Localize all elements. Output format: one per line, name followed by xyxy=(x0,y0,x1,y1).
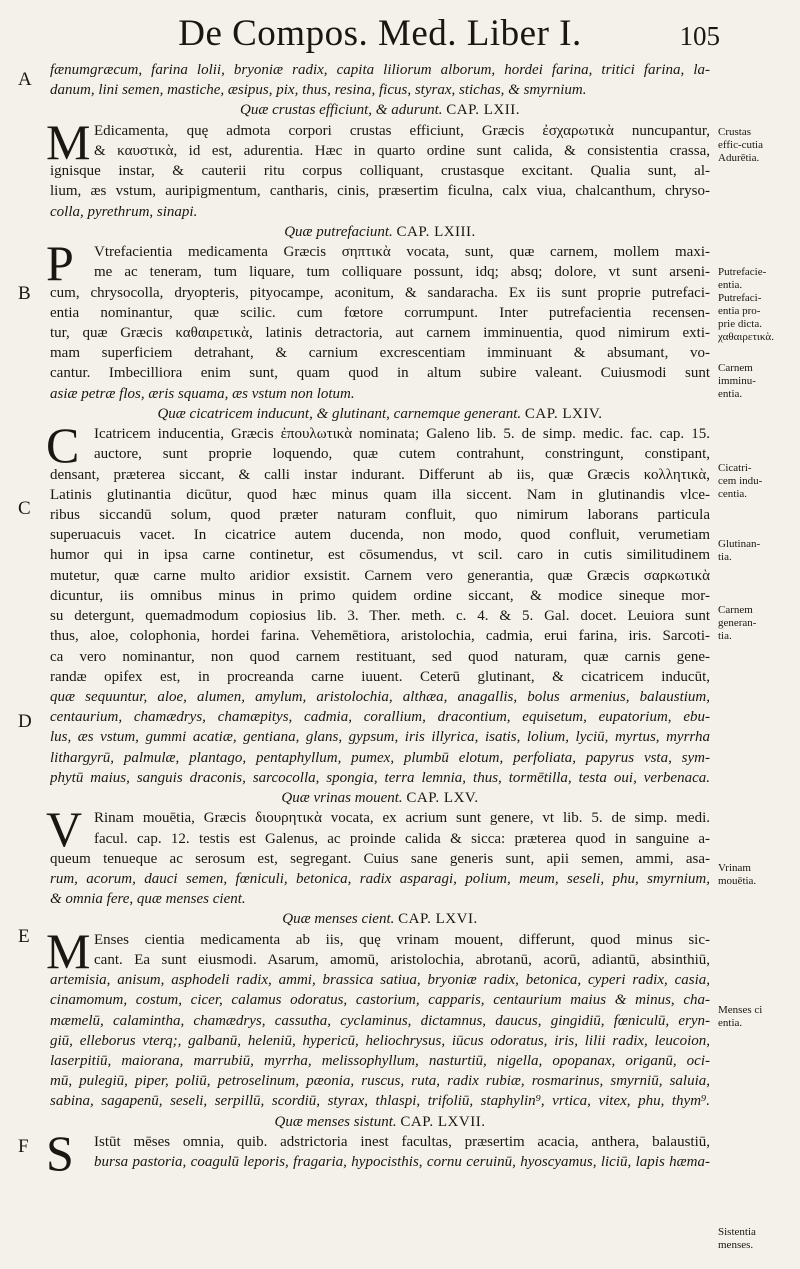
text-line: mū, pulegiū, piper, poliū, petroselinum, pæonia, ruscus, ruta, radix rubiæ, rosmarinus, smyrniū, saluia, xyxy=(50,1073,710,1090)
chapter-paragraph xyxy=(46,801,710,909)
text-line: Istūt mēses omnia, quib. adstrictoria inest facultas, præsertim acacia, anthera, balaustiū, xyxy=(94,1133,710,1150)
side-note-imminuentia: Carnem imminu- entia. xyxy=(718,362,756,400)
text-line: entia nominantur, quæ scilic. cum fœtore corrumpunt. Inter putrefacientia recensen- xyxy=(50,304,710,321)
text-line: lium, æs vstum, auripigmentum, cantharis, cinis, præsertim ficulna, calx viua, chalcanthum, chryso- xyxy=(50,183,710,200)
text-line: asiæ petræ flos, æris squama, æs vstum non lotum. xyxy=(50,385,355,402)
side-note-putrefacientia: Putrefacie- entia. Putrefaci- entia pro- prie dicta. χαθαιρετικὰ. xyxy=(718,266,774,343)
chapter-title: Quæ vrinas mouent. xyxy=(281,789,403,806)
margin-letter-b: B xyxy=(18,283,31,304)
chapter-number: CAP. LXVII. xyxy=(400,1113,486,1130)
chapter-number: CAP. LXV. xyxy=(406,789,479,806)
chapter-title: Quæ menses cient. xyxy=(282,911,395,928)
text-line: phytū maius, sanguis draconis, sarcocolla, spongia, terra lemnia, thus, tormētilla, testa oui, verbenaca. xyxy=(50,769,710,786)
chapter-heading xyxy=(50,1112,710,1132)
text-line: queum tenueque ac serosum est, segregant. Cuius sane generis sunt, apii semen, ammi, asa- xyxy=(50,850,710,867)
text-line: ca vero nominantur, non quod carnem restituant, sed quod naturam, quæ carnis gene- xyxy=(50,648,710,665)
running-title: De Compos. Med. Liber I. xyxy=(178,13,582,54)
chapter-heading xyxy=(50,222,710,242)
text-line: ignisque instar, & cauterii ritu corpus colliquant, crustasque excitant. Qualia sunt, al- xyxy=(50,163,710,180)
margin-letter-e: E xyxy=(18,926,30,947)
text-line: Edicamenta, quę admota corpori crustas efficiunt, Græcis ἐσχαρωτικὰ nuncupantur, xyxy=(94,122,710,139)
page-header xyxy=(0,8,800,56)
text-line: tur, quæ Græcis καθαιρετικὰ, latinis detractoria, aut carnem imminuentia, quod nimirum exti- xyxy=(50,325,710,342)
side-note-glutinantia: Glutinan- tia. xyxy=(718,538,761,563)
text-line: lus, æs vstum, gummi acatiæ, gentiana, glans, gypsum, iris illyrica, isatis, lolium, lyciū, myrtus, myrrha xyxy=(50,729,710,746)
chapter-number: CAP. LXII. xyxy=(446,102,520,119)
drop-cap: S xyxy=(46,1124,74,1181)
continuation-paragraph xyxy=(50,60,710,100)
text-line: densant, præterea siccant, & calli instar indurant. Differunt ab iis, quæ Græcis κολλητικὰ, xyxy=(50,466,710,483)
text-line: cinamomum, costum, cicer, calamus odoratus, castorium, capparis, centaurium maius & minus, cha- xyxy=(50,992,710,1009)
side-note-cicatricem: Cicatri- cem indu- centia. xyxy=(718,462,763,500)
chapter-paragraph xyxy=(46,922,710,1112)
page-number: 105 xyxy=(679,21,720,51)
chapter-title: Quæ putrefaciunt. xyxy=(284,223,393,240)
text-line: danum, lini semen, mastiche, æsipus, pix, thus, resina, ficus, styrax, stichas, & smyrnium. xyxy=(50,82,587,99)
chapter-title: Quæ menses sistunt. xyxy=(274,1113,397,1130)
chapter-title: Quæ crustas efficiunt, & adurunt. xyxy=(239,102,443,119)
drop-cap: P xyxy=(46,235,74,292)
text-line: Latinis glutinantia dicūtur, quod hæc minus quam illa siccent. Nam in glutinandis vlce- xyxy=(50,486,710,503)
text-line: & omnia fere, quæ menses cient. xyxy=(50,891,246,908)
chapter-number: CAP. LXIII. xyxy=(396,223,476,240)
text-line: laserpitiū, maiorana, marrubiū, myrrha, melissophyllum, nasturtiū, nigella, opopanax, origanū, oci- xyxy=(50,1052,710,1069)
text-line: quæ sequuntur, aloe, alumen, amylum, aristolochia, althæa, anagallis, bolus armenius, balaustium, xyxy=(50,688,710,705)
chapter-paragraph xyxy=(46,113,710,222)
side-note-carnem-generantia: Carnem generan- tia. xyxy=(718,604,757,642)
margin-letter-c: C xyxy=(18,498,31,519)
text-line: thus, aloe, colophonia, hordei farina. Vehemētiora, aristolochia, cadmia, erui farina, iris. Sarcoti- xyxy=(50,628,710,645)
margin-letter-f: F xyxy=(18,1136,29,1157)
text-line: dicuntur, iis omnibus minus in primo quidem ordine siccant, & modice sineque mor- xyxy=(50,587,710,604)
text-line: & καυστικὰ, id est, adurentia. Hæc in quarto ordine sunt calida, & consistentia crassa, xyxy=(94,143,710,160)
drop-cap: C xyxy=(46,417,80,474)
drop-cap: V xyxy=(46,801,83,858)
text-line: bursa pastoria, coagulū leporis, fragaria, hypocisthis, cornu ceruinū, hyoscyamus, liciū, lapis hæma- xyxy=(94,1154,710,1171)
text-line: su detergunt, quemadmodum copiosius lib. 3. Ther. meth. c. 4. & 5. Gal. docet. Leuiora sunt xyxy=(50,608,710,625)
chapter-heading xyxy=(50,788,710,808)
chapter-paragraph xyxy=(46,417,710,788)
chapter-title: Quæ cicatricem inducunt, & glutinant, carnemque generant. xyxy=(157,405,522,422)
text-line: Enses cientia medicamenta ab iis, quę vrinam mouent, differunt, quod minus sic- xyxy=(94,931,710,948)
chapter-heading xyxy=(50,404,710,424)
text-line: artemisia, anisum, asphodeli radix, ammi, brassica satiua, bryoniæ radix, betonica, cyperi radix, casia, xyxy=(50,972,710,989)
text-line: fænumgræcum, farina lolii, bryoniæ radix, capita liliorum alborum, hordei farina, tritici farina, la- xyxy=(50,62,710,78)
drop-cap: M xyxy=(46,922,91,979)
main-text xyxy=(46,60,710,1181)
margin-letter-a: A xyxy=(18,69,32,90)
chapter-heading xyxy=(50,100,710,120)
text-line: ribus siccandū solum, quod præter naturam confluit, quo nimirum laborans particula xyxy=(50,507,710,524)
text-line: auctore, sunt proprie loquendo, quæ cutem contrahunt, constringunt, constipant, xyxy=(94,446,710,463)
side-note-crustas: Crustas effic-cutia Adurētia. xyxy=(718,126,763,164)
chapter-paragraph xyxy=(46,235,710,404)
text-line: Vtrefacientia medicamenta Græcis σηπτικὰ vocata, sunt, quæ carnem, mollem maxi- xyxy=(94,244,710,261)
text-line: mutetur, quæ carne multo aridior exsistit. Carnem vero generantia, quæ Græcis σαρκωτικὰ xyxy=(50,567,710,584)
side-note-menses-cientia: Menses ci entia. xyxy=(718,1004,763,1029)
drop-cap: M xyxy=(46,113,91,170)
text-line: me ac teneram, tum liquare, tum colliquare possunt, idq; absq; dolore, vt sunt arseni- xyxy=(94,264,710,281)
text-line: centaurium, chamædrys, chamæpitys, cadmia, corallium, dracontium, equisetum, eupatorium, ebu- xyxy=(50,709,710,726)
text-line: Icatricem inducentia, Græcis ἐπουλωτικὰ nominata; Galeno lib. 5. de simp. medic. fac. cap. 15. xyxy=(94,426,710,443)
chapter-heading xyxy=(50,909,710,929)
text-line: facul. cap. 12. testis est Galenus, ac proinde calida & sicca: præterea quod in sanguine a- xyxy=(94,830,710,847)
text-line: colla, pyrethrum, sinapi. xyxy=(50,203,198,220)
text-line: cantur. Imbecilliora enim sunt, quam quod in altum subire valeant. Cuiusmodi sunt xyxy=(50,365,710,382)
text-line: randæ opifex est, in procreanda carne iuuent. Ceterū glutinant, & cicatricem inducūt, xyxy=(50,668,710,685)
text-line: rum, acorum, dauci semen, fœniculi, betonica, radix asparagi, polium, meum, seseli, phu, smyrnium, xyxy=(50,870,710,887)
side-note-sistentia: Sistentia menses. xyxy=(718,1226,756,1251)
margin-letter-d: D xyxy=(18,711,32,732)
chapter-number: CAP. LXVI. xyxy=(398,911,478,928)
text-line: humor qui in ipsa carne continetur, est cōsumendus, vt scil. caro in cutis similitudinem xyxy=(50,547,710,564)
side-note-vrinam: Vrinam mouētia. xyxy=(718,862,757,887)
text-line: cum, chrysocolla, dryopteris, pityocampe, aconitum, & sandaracha. Ex iis sunt proprie putrefaci- xyxy=(50,284,710,301)
text-line: superuacuis vacet. In cicatrice autem ducenda, non modo, quod confluit, verumetiam xyxy=(50,527,710,544)
chapter-number: CAP. LXIV. xyxy=(524,405,603,422)
text-line: Rinam mouētia, Græcis διουρητικὰ vocata, ex acrium sunt genere, vt lib. 5. de simp. medi. xyxy=(94,810,710,827)
text-line: mæmelū, calamintha, chamædrys, cassutha, cyclaminus, dictamnus, daucus, gingidiū, fœniculū, eryn- xyxy=(50,1012,710,1029)
chapter-paragraph xyxy=(46,1124,710,1181)
text-line: giū, elleborus vterq;, galbanū, heleniū, hypericū, heliochrysus, iūcus odoratus, iris, lilii radix, leucoion, xyxy=(50,1032,710,1049)
text-line: mam superficiem detrahant, & carnium excrescentiam imminuant & absumant, vo- xyxy=(50,345,710,362)
text-line: cant. Ea sunt eiusmodi. Asarum, amomū, aristolochia, abrotanū, acorū, adiantū, absinthiū, xyxy=(94,951,710,968)
text-line: sabina, sagapenū, seseli, serpillū, scordiū, styrax, thlaspi, trifoliū, staphylin⁹, vrtica, vitex, phu, thym⁹. xyxy=(50,1093,710,1110)
text-line: lithargyrū, palmulæ, plantago, pentaphyllum, pumex, plumbū elotum, perfoliata, papyrus vsta, sym- xyxy=(50,749,710,766)
